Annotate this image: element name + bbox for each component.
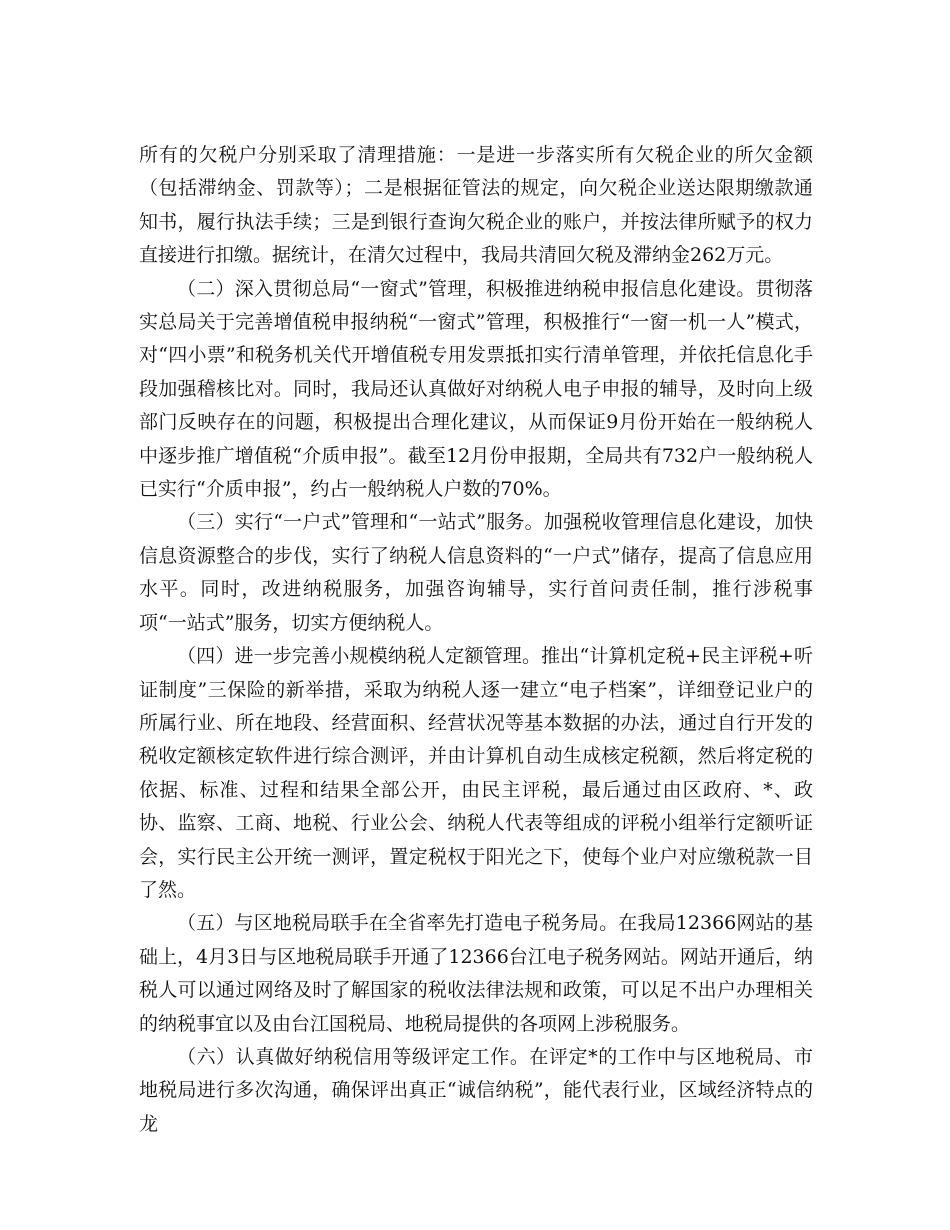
paragraph-quota-management: （四）进一步完善小规模纳税人定额管理。推出“计算机定税+民主评税+听证制度”三保险的新举措，采取为纳税人逐一建立“电子档案”，详细登记业户的所属行业、所在地段、经营面积、经营状况等基本数据的办法，通过自行开发的税收定额核定软件进行综合测评，并由计算机自动生成核定税额，然后将定税的依据、标准、过程和结果全部公开，由民主评税，最后通过由区政府、*、政协、监察、工商、地税、行业公会、纳税人代表等组成的评税小组举行定额听证会，实行民主公开统一测评，置定税权于阳光之下，使每个业户对应缴税款一目了然。 <box>139 645 813 901</box>
paragraph-credit-rating: （六）认真做好纳税信用等级评定工作。在评定*的工作中与区地税局、市地税局进行多次沟通，确保评出真正“诚信纳税”，能代表行业，区域经济特点的龙 <box>139 1045 813 1135</box>
paragraph-one-household-service: （三）实行“一户式”管理和“一站式”服务。加强税收管理信息化建设，加快信息资源整合的步伐，实行了纳税人信息资料的“一户式”储存，提高了信息应用水平。同时，改进纳税服务，加强咨询辅导，实行首问责任制，推行涉税事项“一站式”服务，切实方便纳税人。 <box>139 511 813 634</box>
paragraph-e-tax-bureau: （五）与区地税局联手在全省率先打造电子税务局。在我局12366网站的基础上，4月3日与区地税局联手开通了12366台江电子税务网站。网站开通后，纳税人可以通过网络及时了解国家的税收法律法规和政策，可以足不出户办理相关的纳税事宜以及由台江国税局、地税局提供的各项网上涉税服务。 <box>139 912 813 1035</box>
document-body <box>139 139 813 1141</box>
paragraph-one-window-management: （二）深入贯彻总局“一窗式”管理，积极推进纳税申报信息化建设。贯彻落实总局关于完善增值税申报纳税“一窗式”管理，积极推行“一窗一机一人”模式，对“四小票”和税务机关代开增值税专用发票抵扣实行清单管理，并依托信息化手段加强稽核比对。同时，我局还认真做好对纳税人电子申报的辅导，及时向上级部门反映存在的问题，积极提出合理化建议，从而保证9月份开始在一般纳税人中逐步推广增值税“介质申报”。截至12月份申报期，全局共有732户一般纳税人已实行“介质申报”，约占一般纳税人户数的70%。 <box>139 277 813 501</box>
paragraph-arrears-cleanup: 所有的欠税户分别采取了清理措施：一是进一步落实所有欠税企业的所欠金额（包括滞纳金、罚款等）；二是根据征管法的规定，向欠税企业送达限期缴款通知书，履行执法手续；三是到银行查询欠税企业的账户，并按法律所赋予的权力直接进行扣缴。据统计，在清欠过程中，我局共清回欠税及滞纳金262万元。 <box>139 144 813 267</box>
